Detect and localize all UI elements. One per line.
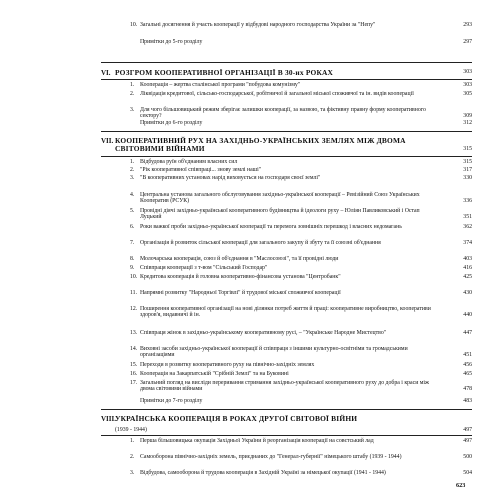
- entry-page: 483: [463, 398, 472, 404]
- entry-page: 336: [463, 198, 472, 205]
- entry-number: 3.: [130, 107, 135, 113]
- entry-title: Молочарська кооперація, союз й об'єднання в "Маслосоюзі", та її провідні люди: [140, 256, 339, 262]
- entry-number: 3.: [130, 470, 135, 476]
- entry-title: Центральна установа загального обслуговування західньо-української кооперації – Ревізійний Союз Українських Кооператив (РСУК): [140, 192, 420, 205]
- toc-entry: [130, 274, 472, 280]
- toc-entry: [130, 330, 472, 336]
- entry-page: 447: [463, 330, 472, 336]
- entry-page: 504: [463, 470, 472, 476]
- entry-number: 13.: [130, 330, 138, 336]
- toc-entry: [140, 398, 472, 404]
- section-date-range: (1939 - 1944): [115, 427, 147, 433]
- entry-title: Ліквідація кредитової, сільсько-господарської, робітничої й загальної міської споживчої та ін. видів кооперації: [140, 91, 414, 97]
- entry-title: Роки важкої проби західньо-української кооперації та перемога зовнішніх перешкод і власних недомагань: [140, 224, 402, 230]
- entry-page: 317: [463, 167, 472, 173]
- entry-number: 4.: [130, 192, 135, 198]
- entry-page: 403: [463, 256, 472, 262]
- entry-page: 425: [463, 274, 472, 280]
- toc-entry: [130, 91, 472, 97]
- toc-entry: [130, 290, 472, 296]
- entry-title: Самооборона північно-західніх земель, приєднаних до "Генерал-губернії" німецького штабу (1939 - 1944): [140, 454, 402, 460]
- entry-title: Організація й розвиток сільської кооперації для загального закупу й збуту та її союзні об'єднання: [140, 240, 381, 246]
- page-number: 623: [456, 482, 466, 489]
- entry-title: Напрямні розвитку "Народньої Торгівлі" й трудової міської споживчої кооперації: [140, 290, 341, 296]
- entry-number: 17.: [130, 380, 138, 386]
- section-divider: [101, 79, 472, 80]
- entry-title: Провідні діячі західньо-української кооперативного будівництва й ідеологи руху – Юліян Павликовський і Остап Луцький: [140, 208, 420, 221]
- entry-number: 8.: [130, 256, 135, 262]
- entry-title: Виховні засоби західньо-української кооперації й співпраця з іншими культурно-освітніми та громадськими організаціями: [140, 346, 408, 359]
- entry-page: 430: [463, 290, 472, 296]
- section-roman-numeral: VIII.: [101, 415, 116, 423]
- toc-entry: [130, 208, 472, 221]
- section-divider: [101, 409, 472, 410]
- entry-number: 15.: [130, 362, 138, 368]
- entry-page: 303: [463, 82, 472, 88]
- entry-number: 2.: [130, 167, 135, 173]
- entry-page: 451: [463, 352, 472, 359]
- entry-title: Кооперація – жертва сталінської програми "побудова комунізму": [140, 82, 301, 88]
- toc-entry: [130, 371, 472, 377]
- entry-page: 500: [463, 454, 472, 460]
- entry-page: 374: [463, 240, 472, 246]
- entry-title: Кредитова кооперація й головна кооперативно-фінансова установа "Центробанк": [140, 274, 341, 280]
- toc-entry: [130, 380, 472, 393]
- entry-page: 312: [463, 120, 472, 126]
- entry-number: 10.: [130, 22, 138, 28]
- section-divider: [101, 435, 472, 436]
- entry-title: Кооперація на Закарпатській "Срібній Землі" та на Буковині: [140, 371, 289, 377]
- toc-entry: [130, 454, 472, 460]
- toc-entry: [130, 224, 472, 230]
- entry-title: Переходи в розвитку кооперативного руху на північно-західніх землях: [140, 362, 315, 368]
- entry-title: Відбудова, самооборона й трудова кооперація в Західній Україні за німецької окупації (1941 - 1944): [140, 470, 386, 476]
- toc-entry: [130, 256, 472, 262]
- toc-entry: [130, 470, 472, 476]
- entry-number: 3.: [130, 175, 135, 181]
- entry-title: "В кооперативних установах нарід виховується на господаря своєї землі": [140, 175, 321, 181]
- section-title: РОЗГРОМ КООПЕРАТИВНОЇ ОРГАНІЗАЦІЇ В 30-их РОКАХ: [115, 68, 334, 77]
- entry-number: 12.: [130, 306, 138, 312]
- toc-entry: [130, 240, 472, 246]
- entry-title: Відбудова руїн об'єднаним власних сил: [140, 159, 238, 165]
- toc-entry: [130, 82, 472, 88]
- entry-title: Загальний погляд на висліди переривання стримання західньо-української кооперативного руху до добра і краси між двома світовими війнами: [140, 380, 430, 393]
- entry-page: 351: [463, 214, 472, 221]
- toc-entry: [130, 306, 472, 319]
- section-title: КООПЕРАТИВНИЙ РУХ НА ЗАХІДНЬО-УКРАЇНСЬКИХ ЗЕМЛЯХ МІЖ ДВОМА СВІТОВИМИ ВІЙНАМИ: [115, 136, 406, 153]
- entry-title: Співпраця жінок в західньо-українському кооперативному русі, – "Українське Народне Мистецтво": [140, 330, 387, 336]
- entry-number: 1.: [130, 438, 135, 444]
- entry-number: 10.: [130, 274, 138, 280]
- toc-entry: [140, 39, 472, 45]
- entry-number: 7.: [130, 240, 135, 246]
- entry-number: 5.: [130, 208, 135, 214]
- entry-page: 305: [463, 91, 472, 97]
- section-roman-numeral: VII.: [101, 137, 114, 145]
- entry-page: 293: [463, 22, 472, 28]
- entry-title: Примітки до 6-го розділу: [140, 120, 203, 126]
- entry-number: 9.: [130, 265, 135, 271]
- toc-entry: [130, 107, 472, 120]
- section-roman-numeral: VI.: [101, 69, 111, 77]
- entry-page: 440: [463, 312, 472, 319]
- section-divider: [101, 131, 472, 132]
- entry-page: 330: [463, 175, 472, 181]
- section-title: УКРАЇНСЬКА КООПЕРАЦІЯ В РОКАХ ДРУГОЇ СВІТОВОЇ ВІЙНИ: [115, 414, 358, 423]
- entry-title: Для чого більшовицький режим зберігає залишки кооперації, за назвою, та фіктивну правну форму кооперативного сектору?: [140, 107, 426, 120]
- entry-page: 456: [463, 362, 472, 368]
- section-divider: [101, 156, 472, 157]
- toc-entry: [130, 438, 472, 444]
- entry-page: 309: [463, 113, 472, 120]
- entry-title: Примітки до 7-го розділу: [140, 398, 203, 404]
- section-page: 303: [463, 69, 472, 75]
- entry-title: Загальні досягнення й участь кооперації у відбудові народного господарства України за "Непу": [140, 22, 376, 28]
- entry-page: 416: [463, 265, 472, 271]
- toc-entry: [140, 120, 472, 126]
- entry-page: 465: [463, 371, 472, 377]
- entry-title: Перша більшовицька окупація Західньої України й реорганізація кооперації на совєтський лад: [140, 438, 374, 444]
- entry-number: 11.: [130, 290, 138, 296]
- section-divider: [101, 62, 472, 63]
- toc-entry: [130, 159, 472, 165]
- toc-entry: [130, 265, 472, 271]
- entry-title: "Рік кооперативної співпраці... знову землі наші": [140, 167, 262, 173]
- entry-number: 14.: [130, 346, 138, 352]
- entry-number: 1.: [130, 159, 135, 165]
- toc-entry: [130, 346, 472, 359]
- entry-number: 2.: [130, 454, 135, 460]
- toc-entry: [130, 175, 472, 181]
- section-page: 315: [463, 146, 472, 152]
- entry-number: 2.: [130, 91, 135, 97]
- entry-number: 6.: [130, 224, 135, 230]
- toc-entry: [130, 22, 472, 28]
- entry-number: 16.: [130, 371, 138, 377]
- toc-entry: [130, 192, 472, 205]
- entry-number: 1.: [130, 82, 135, 88]
- entry-page: 478: [463, 386, 472, 393]
- section-page: 497: [463, 427, 472, 433]
- toc-entry: [130, 362, 472, 368]
- entry-title: Поширення кооперативної організації на нові ділянки потреб життя й праці: кооперативне виробництво, кооперативи здоров'я, видавничі й ін.: [140, 306, 431, 319]
- entry-page: 362: [463, 224, 472, 230]
- entry-title: Співпраця кооперації з т-вом "Сільський Господар": [140, 265, 268, 271]
- toc-entry: [130, 167, 472, 173]
- entry-page: 497: [463, 438, 472, 444]
- entry-title: Примітки до 5-го розділу: [140, 39, 203, 45]
- entry-page: 315: [463, 159, 472, 165]
- entry-page: 297: [463, 39, 472, 45]
